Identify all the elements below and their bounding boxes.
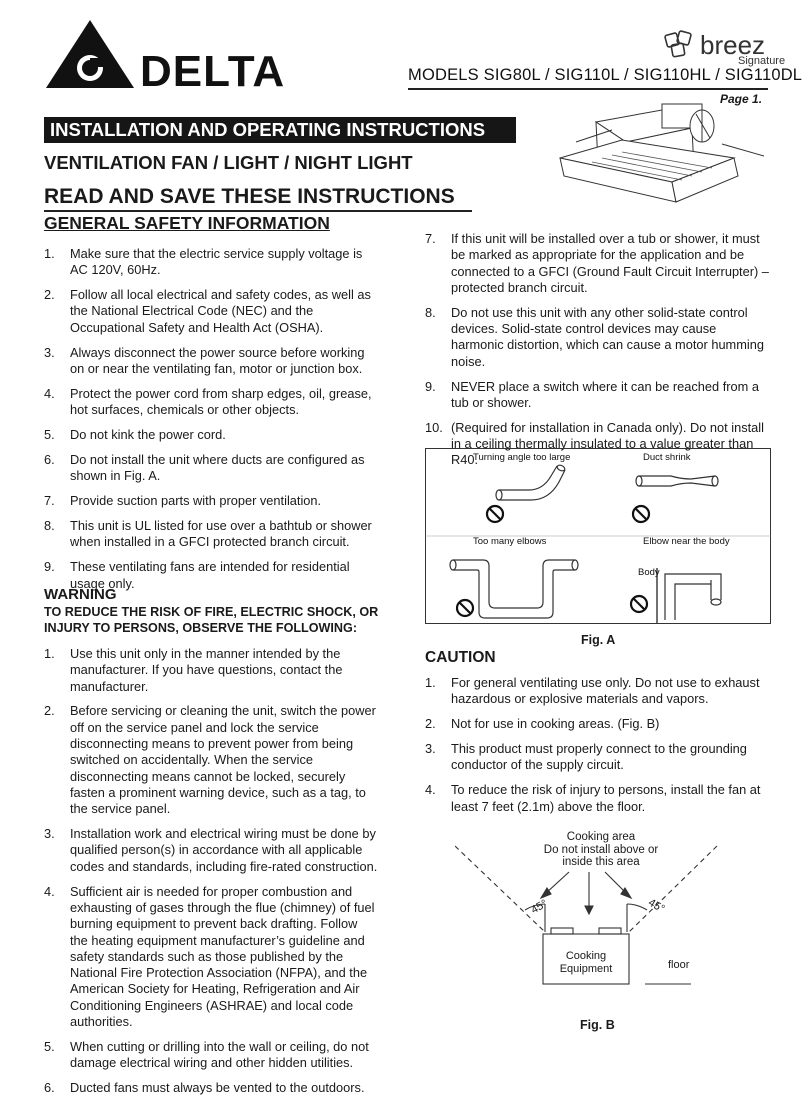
- duct-shrink-label: Duct shrink: [643, 452, 691, 463]
- list-item: 9. NEVER place a switch where it can be reached from a tub or shower.: [425, 378, 759, 410]
- list-item: 1. Use this unit only in the manner intended by the manufacturer. If you have questions, contact the manufacturer.: [44, 646, 343, 694]
- angle-left-label: 45°: [529, 897, 550, 917]
- list-item: 4. To reduce the risk of injury to persons, install the fan at least 7 feet (2.1m) above the floor.: [425, 782, 761, 814]
- cooking-area-boundary-left: [455, 846, 545, 932]
- elbow-near-body-pipe: [657, 568, 721, 624]
- instructions-banner: INSTALLATION AND OPERATING INSTRUCTIONS: [44, 117, 516, 143]
- list-item: 4. Sufficient air is needed for proper combustion and exhausting of gases through the flue (chimney) of fuel burning equipment to prevent back drafting. Follow the heating equipment manufacturer’s guideline and safety standards such as those published by the National Fire Protection Association (NFPA), and the American Society for Heating, Refrigeration and Air Conditioning Engineers (ASHRAE) and local code authorities.: [44, 883, 375, 1030]
- warning-subheading: TO REDUCE THE RISK OF FIRE, ELECTRIC SHOCK, OR INJURY TO PERSONS, OBSERVE THE FOLLOWING:: [44, 605, 379, 635]
- list-item: 7. Provide suction parts with proper ventilation.: [44, 493, 322, 509]
- page-number: Page 1.: [720, 92, 763, 106]
- body-label: Body: [638, 567, 660, 578]
- cooking-area-label: Cooking area Do not install above or inside this area: [543, 831, 659, 868]
- list-item: 3. Always disconnect the power source before working on or near the ventilating fan, motor or junction box.: [44, 344, 365, 376]
- list-item: 8. Do not use this unit with any other solid-state control devices. Solid-state control devices may cause harmonic distortion, which can cause a motor humming noise.: [425, 304, 764, 369]
- burner-left: [551, 928, 573, 934]
- header-rule: [408, 88, 768, 90]
- floor-label: floor: [668, 959, 690, 971]
- list-item: 7. If this unit will be installed over a tub or shower, it must be marked as appropriate for the application and be connected to a GFCI (Ground Fault Circuit Interrupter) – protected branch circuit.: [425, 231, 769, 295]
- list-item: 2. Not for use in cooking areas. (Fig. B): [425, 716, 660, 732]
- list-item: 8. This unit is UL listed for use over a bathtub or shower when installed in a GFCI protected branch circuit.: [44, 518, 372, 550]
- list-item: 5. When cutting or drilling into the wall or ceiling, do not damage electrical wiring and other hidden utilities.: [44, 1038, 369, 1071]
- too-many-elbows-label: Too many elbows: [473, 536, 547, 547]
- heading-rule: [44, 210, 472, 212]
- turning-angle-label: Turning angle too large: [473, 452, 571, 463]
- list-item: 2. Follow all local electrical and safety codes, as well as the National Electrical Code (NEC) and the Occupational Safety and Health Act (OSHA).: [44, 287, 371, 335]
- prohibited-icon: [457, 600, 473, 616]
- sub-brand-name: breez: [700, 30, 766, 60]
- figure-b-caption: Fig. B: [580, 1018, 615, 1032]
- figure-a-caption: Fig. A: [581, 633, 616, 647]
- general-safety-heading: GENERAL SAFETY INFORMATION: [44, 213, 330, 233]
- prohibited-icon: [487, 506, 503, 522]
- arrowhead-center: [585, 906, 593, 914]
- prohibited-icon: [631, 596, 647, 612]
- list-item: 3. Installation work and electrical wiring must be done by qualified person(s) in accordance with all applicable codes and standards, including fire-rated construction.: [44, 826, 378, 874]
- warning-heading: WARNING: [44, 586, 117, 603]
- burner-right: [599, 928, 621, 934]
- list-item: 10. (Required for installation in Canada only). Do not install in a ceiling thermally insulated to a value greater than R40.: [425, 419, 764, 468]
- model-list: MODELS SIG80L / SIG110L / SIG110HL / SIG110DL: [408, 66, 803, 84]
- general-safety-list: [44, 246, 378, 600]
- read-save-heading: READ AND SAVE THESE INSTRUCTIONS: [44, 185, 455, 208]
- caution-heading: CAUTION: [425, 649, 496, 666]
- breez-logo-icon: [662, 28, 698, 60]
- prohibited-icon: [633, 506, 649, 522]
- duct-shrink-pipe: [636, 476, 718, 486]
- many-elbows-pipe: [450, 560, 578, 618]
- elbow-near-body-label: Elbow near the body: [643, 536, 730, 547]
- delta-logo-icon: [44, 18, 136, 90]
- list-item: 1. Make sure that the electric service supply voltage is AC 120V, 60Hz.: [44, 246, 363, 278]
- list-item: 6. Do not install the unit where ducts are configured as shown in Fig. A.: [44, 451, 365, 484]
- list-item: 1. For general ventilating use only. Do not use to exhaust hazardous or explosive materials and vapors.: [425, 675, 760, 707]
- sub-brand-tag: Signature: [738, 55, 786, 67]
- warning-list: [44, 646, 378, 1105]
- brand-name: DELTA: [140, 47, 286, 96]
- list-item: 2. Before servicing or cleaning the unit, switch the power off on the service panel and lock the service disconnecting means to prevent power from being switched on accidentally. When the service disconnecting means cannot be locked, securely fasten a prominent warning device, such as a tag, to the service panel.: [44, 703, 376, 817]
- fan-product-illustration: [552, 100, 768, 212]
- general-safety-list-continued: [425, 231, 771, 477]
- list-item: 5. Do not kink the power cord.: [44, 427, 226, 443]
- list-item: 4. Protect the power cord from sharp edges, oil, grease, hot surfaces, chemicals or other objects.: [44, 385, 372, 418]
- cooking-equipment-label: Cooking Equipment: [559, 950, 613, 975]
- list-item: 9. These ventilating fans are intended for residential usage only.: [44, 559, 350, 591]
- angle-right-label: 45°: [646, 896, 667, 916]
- list-item: 3. This product must properly connect to the grounding conductor of the supply circuit.: [425, 741, 747, 773]
- caution-list: [425, 675, 771, 823]
- product-subtitle: VENTILATION FAN / LIGHT / NIGHT LIGHT: [44, 152, 413, 173]
- list-item: 6. Ducted fans must always be vented to the outdoors.: [44, 1080, 365, 1096]
- angle-arc-right: [627, 904, 647, 910]
- turning-angle-pipe: [496, 464, 566, 500]
